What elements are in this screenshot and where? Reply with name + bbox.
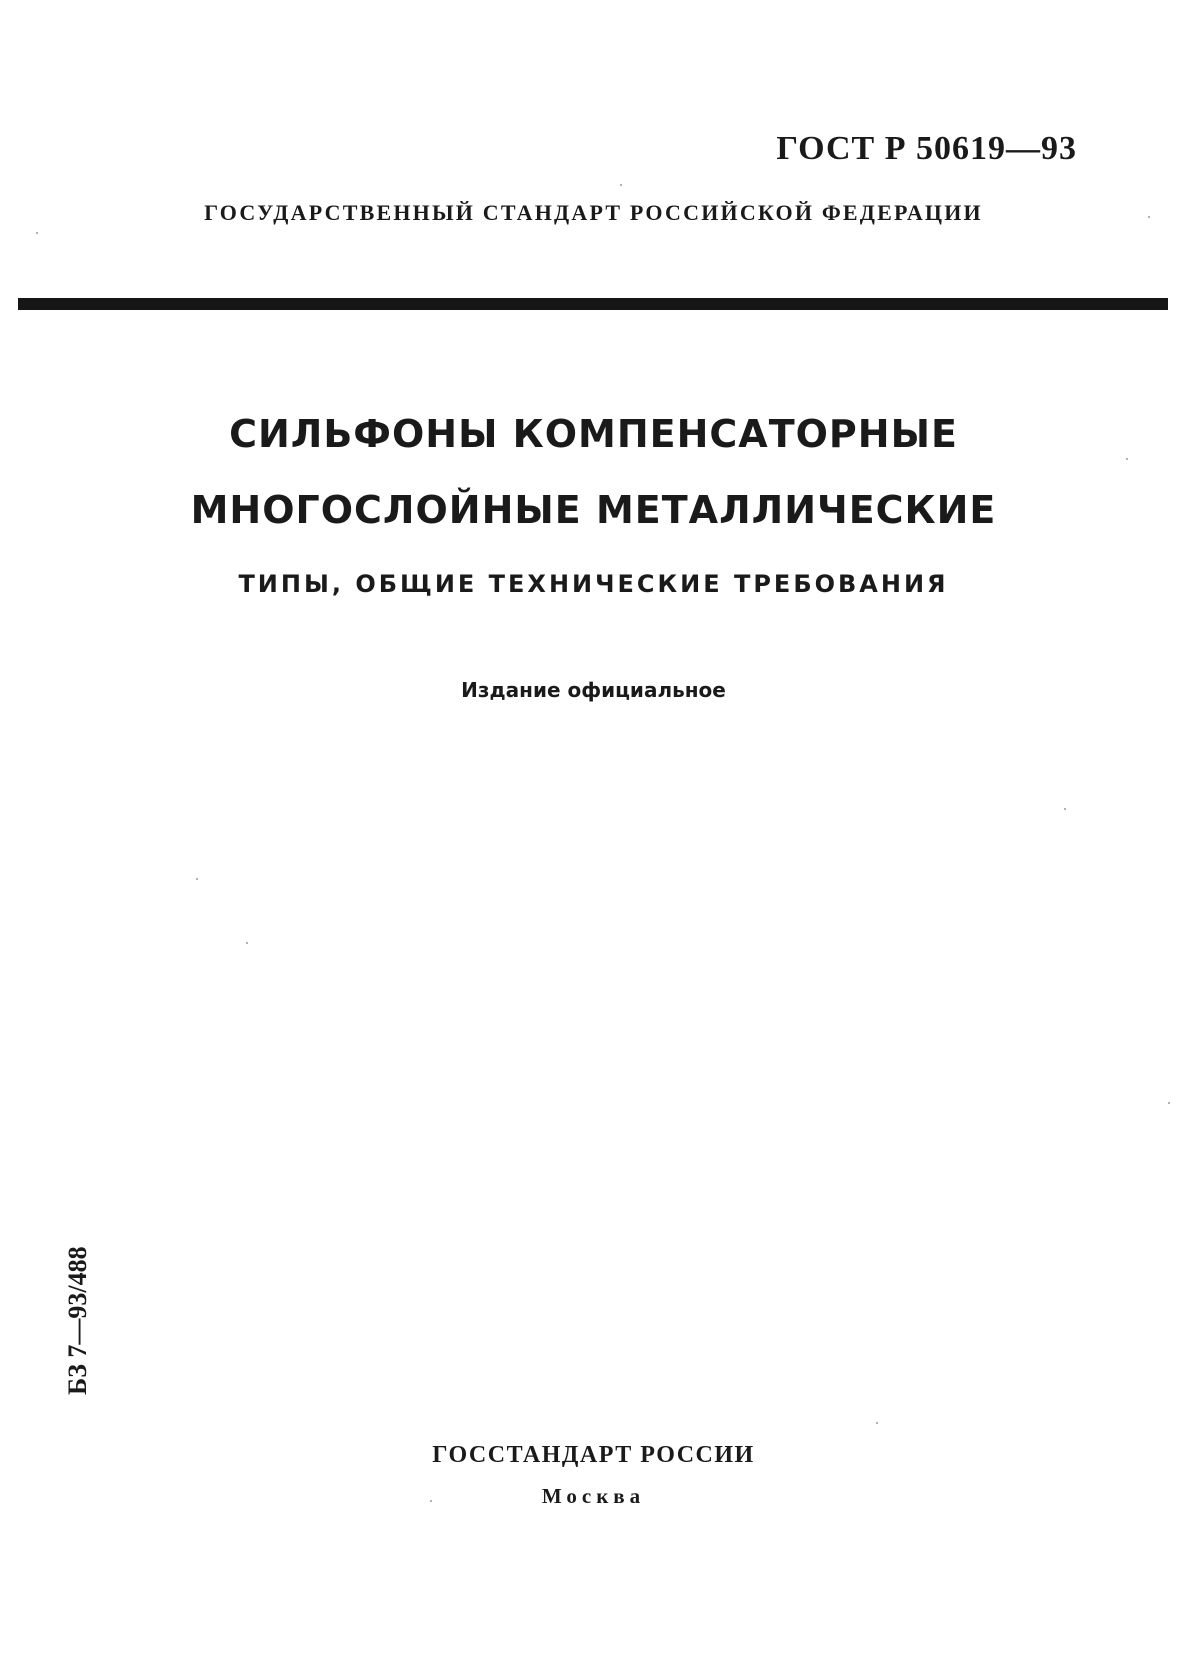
scan-speck — [1168, 1102, 1170, 1104]
state-standard-heading: ГОСУДАРСТВЕННЫЙ СТАНДАРТ РОССИЙСКОЙ ФЕДЕРАЦИИ — [204, 200, 983, 225]
publisher-city: Москва — [541, 1484, 646, 1508]
scan-speck — [36, 232, 38, 234]
scan-speck — [246, 942, 248, 944]
subtitle: ТИПЫ, ОБЩИЕ ТЕХНИЧЕСКИЕ ТРЕБОВАНИЯ — [238, 570, 949, 598]
title-line-2: МНОГОСЛОЙНЫЕ МЕТАЛЛИЧЕСКИЕ — [190, 488, 997, 532]
scan-speck — [1064, 808, 1066, 810]
edition-note: Издание официальное — [461, 678, 726, 702]
gost-number: ГОСТ Р 50619—93 — [776, 130, 1077, 167]
side-catalog-code: БЗ 7—93/488 — [63, 1246, 92, 1395]
scan-speck — [620, 184, 622, 186]
publisher: ГОССТАНДАРТ РОССИИ — [432, 1442, 755, 1468]
header-divider — [18, 298, 1168, 310]
scan-speck — [430, 1500, 432, 1502]
scan-speck — [1126, 458, 1128, 460]
title-line-1: СИЛЬФОНЫ КОМПЕНСАТОРНЫЕ — [229, 412, 958, 456]
scan-speck — [1148, 216, 1150, 218]
scan-speck — [196, 878, 198, 880]
scan-speck — [876, 1422, 878, 1424]
